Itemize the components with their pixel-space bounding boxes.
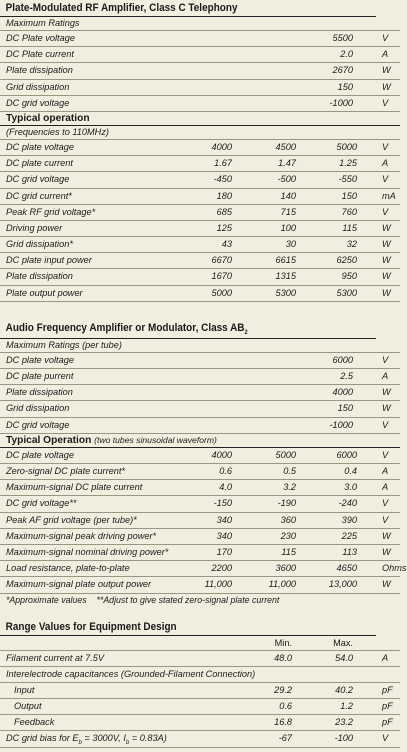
row-value-c: 6250 — [336, 255, 357, 266]
max-column-header: Max. — [333, 637, 353, 648]
row-label: DC plate voltage — [6, 449, 74, 460]
row-min: 16.8 — [274, 717, 292, 728]
table-row — [0, 667, 400, 683]
row-value: -1000 — [329, 97, 353, 108]
row-value-b: 11,000 — [268, 579, 296, 590]
row-value-a: 4000 — [211, 449, 232, 460]
range-header-row — [0, 636, 400, 651]
row-value-c: 115 — [342, 222, 357, 233]
row-min: 48.0 — [274, 652, 292, 663]
row-value-a: -150 — [213, 498, 232, 509]
row-unit: W — [382, 65, 391, 76]
table-row — [0, 156, 400, 172]
row-value: 150 — [337, 403, 353, 414]
audio-title-subscript: 2 — [244, 329, 248, 336]
row-label: DC plate current — [6, 158, 73, 169]
table-row — [0, 651, 400, 667]
row-label: Maximum-signal DC plate current — [6, 482, 143, 493]
section-title-rf-amplifier: Plate-Modulated RF Amplifier, Class C Telephony — [0, 0, 376, 17]
audio-max-ratings-table — [0, 353, 400, 434]
audio-typical-heading — [0, 434, 400, 448]
row-label: Zero-signal DC plate current* — [6, 466, 125, 477]
row-unit: pF — [382, 717, 393, 728]
grid-bias-label-mid: = 3000V, I — [81, 733, 126, 744]
row-label: Output — [14, 701, 42, 712]
row-label: Plate output power — [6, 287, 83, 298]
grid-bias-sub1: b — [78, 740, 82, 747]
row-label: Driving power — [6, 222, 63, 233]
row-label: DC grid voltage — [6, 419, 70, 430]
row-min: 0.6 — [279, 701, 292, 712]
row-label: DC plate purrent — [6, 371, 74, 382]
max-ratings-heading: Maximum Ratings — [0, 17, 400, 31]
row-unit: W — [382, 579, 391, 590]
row-unit: A — [382, 371, 389, 382]
row-value: 5500 — [332, 33, 353, 43]
row-min: 29.2 — [274, 684, 292, 695]
row-value-b: -500 — [277, 174, 296, 185]
row-label: DC grid current* — [6, 190, 72, 201]
row-unit: W — [382, 255, 391, 266]
row-label: Feedback — [14, 717, 55, 728]
table-row — [0, 464, 400, 480]
row-unit: V — [382, 206, 389, 217]
row-value-a: 2200 — [211, 563, 232, 574]
footnote-approx: *Approximate values — [6, 594, 87, 605]
row-label: Plate dissipation — [6, 387, 73, 398]
row-unit: W — [382, 403, 391, 414]
row-value-a: 11,000 — [204, 579, 232, 590]
row-value-c: 390 — [341, 514, 357, 525]
row-value-c: 225 — [341, 530, 357, 541]
row-value-c: 150 — [341, 190, 357, 201]
row-unit: W — [382, 222, 391, 233]
row-unit: W — [382, 287, 391, 298]
row-value-b: 360 — [280, 514, 296, 525]
frequency-note: (Frequencies to 110MHz) — [0, 126, 400, 140]
row-unit: V — [382, 33, 389, 43]
row-unit: V — [382, 449, 389, 460]
grid-bias-label-post: = 0.83A) — [129, 733, 167, 744]
row-unit: A — [382, 158, 389, 169]
row-label: Grid dissipation — [6, 81, 70, 92]
table-row — [0, 63, 400, 79]
row-label: Peak RF grid voltage* — [6, 206, 96, 217]
rf-typical-table — [0, 140, 400, 302]
row-label: DC grid voltage** — [6, 498, 77, 509]
row-value-c: 6000 — [336, 449, 357, 460]
row-label: Plate dissipation — [6, 65, 73, 76]
row-unit: W — [382, 387, 391, 398]
table-row — [0, 205, 400, 221]
row-value-b: 4500 — [275, 141, 296, 152]
row-unit: Ohms — [382, 563, 407, 574]
row-value-c: 4650 — [336, 563, 357, 574]
audio-typical-label: Typical Operation — [6, 434, 92, 446]
table-row — [0, 448, 400, 464]
table-row — [0, 577, 400, 593]
row-value-a: 180 — [216, 190, 232, 201]
grid-bias-label — [6, 731, 167, 751]
row-value-a: 1.67 — [214, 158, 232, 169]
row-value-b: 3.2 — [283, 482, 296, 493]
table-row — [0, 561, 407, 577]
row-value-a: 4000 — [211, 141, 232, 152]
row-unit: V — [382, 498, 389, 509]
row-label: Load resistance, plate-to-plate — [6, 563, 130, 574]
rf-max-ratings-table — [0, 31, 400, 112]
row-label: Maximum-signal plate output power — [6, 579, 152, 590]
row-value-c: 760 — [341, 206, 357, 217]
row-max: 1.2 — [340, 701, 353, 712]
row-unit: W — [382, 239, 391, 250]
table-row — [0, 496, 400, 512]
row-value-b: 715 — [280, 206, 296, 217]
row-value: 2670 — [332, 65, 353, 76]
row-value: 2.0 — [340, 49, 353, 60]
row-value: 150 — [337, 81, 353, 92]
table-row — [0, 513, 400, 529]
table-row — [0, 221, 400, 237]
row-unit: V — [382, 419, 389, 430]
min-column-header: Min. — [274, 637, 292, 648]
row-unit: V — [382, 174, 389, 185]
row-value-b: 230 — [280, 530, 296, 541]
row-unit: A — [382, 652, 389, 663]
row-value-b: 1315 — [275, 271, 296, 282]
row-value-b: 115 — [281, 546, 296, 557]
row-label: DC plate voltage — [6, 141, 74, 152]
audio-title-text: Audio Frequency Amplifier or Modulator, Class AB — [5, 321, 245, 334]
row-label: Peak AF grid voltage (per tube)* — [6, 514, 137, 525]
row-label: DC grid voltage — [6, 174, 70, 185]
row-value-c: 950 — [341, 271, 357, 282]
table-row — [0, 401, 400, 417]
table-row — [0, 140, 400, 156]
row-value-a: 6670 — [211, 255, 232, 266]
table-row — [0, 253, 400, 269]
grid-bias-row — [0, 731, 400, 747]
row-unit: V — [382, 354, 389, 365]
range-values-table — [0, 651, 400, 732]
table-row — [0, 699, 400, 715]
row-value-c: -240 — [338, 498, 357, 509]
row-value-b: 30 — [285, 239, 296, 250]
grid-bias-sub2: b — [125, 740, 130, 747]
section-title-range-values: Range Values for Equipment Design — [0, 619, 376, 636]
row-unit: pF — [382, 701, 393, 712]
row-label: Filament current at 7.5V — [6, 652, 105, 663]
table-row — [0, 353, 400, 369]
row-value-b: 1.47 — [278, 158, 296, 169]
row-value-a: 0.6 — [219, 466, 232, 477]
row-value-b: 140 — [280, 190, 296, 201]
row-value-a: 685 — [216, 206, 232, 217]
row-value-b: 0.5 — [283, 466, 296, 477]
row-value-a: 4.0 — [219, 482, 232, 493]
row-value: -1000 — [329, 419, 353, 430]
row-label: DC grid voltage — [6, 97, 70, 108]
row-label: DC Plate current — [6, 49, 74, 60]
row-value-a: 43 — [221, 239, 232, 250]
row-value-c: 32 — [346, 239, 357, 250]
row-unit: W — [382, 546, 391, 557]
row-unit: mA — [382, 190, 396, 201]
row-label: Input — [14, 684, 35, 695]
row-unit: W — [382, 81, 391, 92]
row-label: Interelectrode capacitances (Grounded-Filament Connection) — [6, 668, 256, 679]
row-label: Maximum-signal nominal driving power* — [6, 546, 169, 557]
row-value-a: 170 — [216, 546, 232, 557]
row-unit: V — [382, 141, 389, 152]
row-label: Grid dissipation* — [6, 239, 73, 250]
section-title-audio-amplifier — [0, 320, 376, 339]
row-unit: W — [382, 271, 391, 282]
row-value-c: 3.0 — [344, 482, 357, 493]
row-label: DC plate input power — [6, 255, 92, 266]
table-row — [0, 31, 400, 47]
row-value-c: -550 — [338, 174, 357, 185]
table-row — [0, 480, 400, 496]
row-unit: A — [382, 49, 389, 60]
row-label: DC Plate voltage — [6, 33, 75, 43]
grid-bias-max: -100 — [334, 733, 353, 744]
row-value-b: 5000 — [275, 449, 296, 460]
row-value-c: 0.4 — [344, 466, 357, 477]
audio-typical-note: (two tubes sinusoidal waveform) — [94, 434, 217, 445]
audio-max-ratings-heading: Maximum Ratings (per tube) — [0, 339, 400, 353]
table-row — [0, 47, 400, 63]
row-value: 2.5 — [340, 371, 353, 382]
row-value-b: 6615 — [275, 255, 296, 266]
grid-bias-label-pre: DC grid bias for E — [6, 733, 79, 744]
table-row — [0, 269, 400, 285]
row-max: 54.0 — [335, 652, 353, 663]
row-value-b: 100 — [280, 222, 296, 233]
row-label: DC plate voltage — [6, 354, 74, 365]
row-unit: A — [382, 466, 389, 477]
row-value-a: 5000 — [211, 287, 232, 298]
row-value-a: 1670 — [211, 271, 232, 282]
row-label: Grid dissipation — [6, 403, 70, 414]
footnote — [0, 594, 400, 605]
row-value: 6000 — [332, 354, 353, 365]
row-value-b: -190 — [277, 498, 296, 509]
row-value: 4000 — [332, 387, 353, 398]
row-value-a: 340 — [216, 514, 232, 525]
table-row — [0, 418, 400, 434]
grid-bias-unit: V — [382, 733, 389, 744]
table-row — [0, 80, 400, 96]
grid-bias-min: -67 — [278, 733, 292, 744]
table-row — [0, 237, 400, 253]
row-label: Plate dissipation — [6, 271, 73, 282]
table-row — [0, 189, 400, 205]
row-value-b: 3600 — [275, 563, 296, 574]
audio-typical-table — [0, 448, 407, 594]
table-row — [0, 545, 400, 561]
row-max: 23.2 — [335, 717, 353, 728]
row-value-a: 125 — [216, 222, 232, 233]
table-row — [0, 369, 400, 385]
row-value-c: 13,000 — [328, 579, 357, 590]
table-row — [0, 715, 400, 731]
table-row — [0, 529, 400, 545]
row-value-b: 5300 — [275, 287, 296, 298]
row-value-a: -450 — [213, 174, 232, 185]
table-row — [0, 172, 400, 188]
typical-operation-heading — [0, 112, 400, 126]
table-row — [0, 96, 400, 112]
table-row — [0, 683, 400, 699]
row-max: 40.2 — [335, 684, 353, 695]
row-label: Maximum-signal peak driving power* — [6, 530, 157, 541]
row-unit: pF — [382, 684, 393, 695]
row-unit: V — [382, 514, 389, 525]
row-value-c: 1.25 — [339, 158, 357, 169]
table-row — [0, 385, 400, 401]
row-unit: W — [382, 530, 391, 541]
table-row — [0, 286, 400, 302]
row-value-a: 340 — [216, 530, 232, 541]
footnote-adjust: **Adjust to give stated zero-signal plate current — [96, 594, 280, 605]
row-value-c: 5300 — [336, 287, 357, 298]
row-unit: A — [382, 482, 389, 493]
typical-operation-label: Typical operation — [6, 112, 90, 124]
row-unit: V — [382, 97, 389, 108]
row-value-c: 5000 — [336, 141, 357, 152]
row-value-c: 113 — [342, 546, 357, 557]
